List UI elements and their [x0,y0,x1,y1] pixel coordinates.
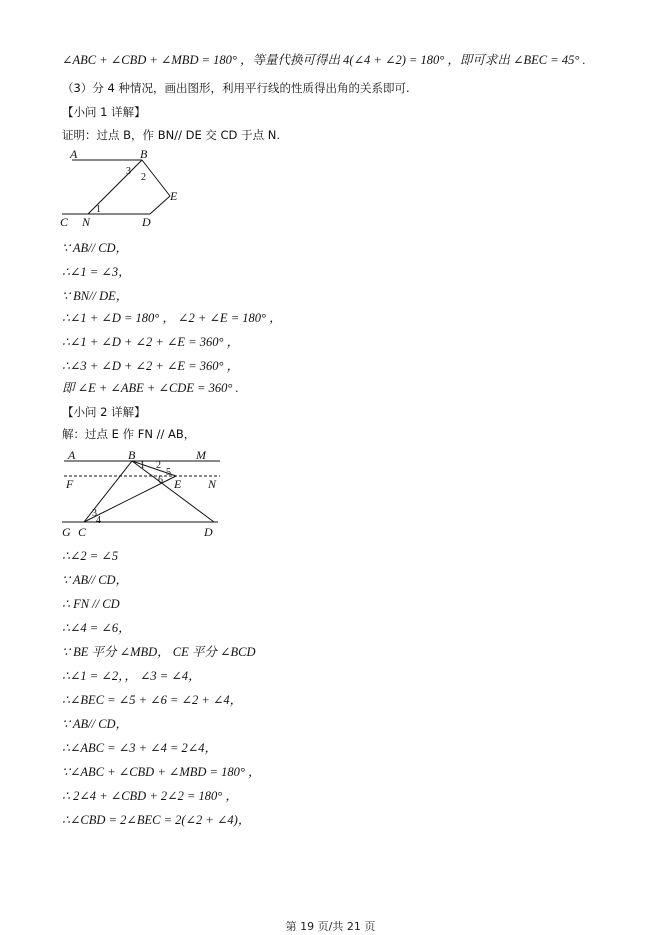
proof1-step-3: ∵ BN// DE， [62,289,129,303]
proof1-step-4: ∴∠1 + ∠D = 180° ， ∠2 + ∠E = 180° ， [62,311,282,325]
angle-1: 1 [96,204,101,215]
line-be [142,160,170,196]
angle-3: 3 [126,166,131,177]
label-N: N [208,477,217,491]
proof1-step-6: ∴∠3 + ∠D + ∠2 + ∠E = 360° ， [62,359,240,373]
solution-step-4: ∴∠4 = ∠6， [62,621,131,635]
proof1-step-2: ∴∠1 = ∠3， [62,265,131,279]
line-ed [150,196,170,214]
angle-1: 1 [140,460,145,471]
label-A: A [70,148,78,161]
label-E: E [174,477,182,491]
label-B: B [128,448,136,462]
solution-step-7: ∴∠BEC = ∠5 + ∠6 = ∠2 + ∠4， [62,693,243,707]
label-B: B [140,148,148,161]
solution-intro: 解：过点 E 作 FN // AB， [62,427,196,441]
proof1-step-5: ∴∠1 + ∠D + ∠2 + ∠E = 360° ， [62,335,240,349]
angle-4: 4 [96,515,101,526]
angle-5: 5 [166,467,171,478]
solution-step-9: ∴∠ABC = ∠3 + ∠4 = 2∠4， [62,741,218,755]
figure-2 [58,446,234,542]
solution-step-3: ∴ FN // CD [62,597,120,611]
label-D: D [204,525,213,539]
angle-2: 2 [156,460,161,471]
angle-6: 6 [158,475,163,486]
solution-step-12: ∴∠CBD = 2∠BEC = 2(∠2 + ∠4)， [62,813,251,827]
angle-3: 3 [92,508,97,519]
solution-step-11: ∴ 2∠4 + ∠CBD + 2∠2 = 180° ， [62,789,238,803]
text-line-2: （3）分 4 种情况，画出图形，利用平行线的性质得出角的关系即可. [62,81,410,95]
label-D: D [142,215,151,228]
solution-step-10: ∵∠ABC + ∠CBD + ∠MBD = 180° ， [62,765,261,779]
solution-step-2: ∵ AB// CD， [62,573,129,587]
section-heading-2: 【小问 2 详解】 [62,405,146,419]
label-M: M [196,448,206,462]
figure-1 [58,148,188,228]
text-line-1: ∠ABC + ∠CBD + ∠MBD = 180° ，等量代换可得出 4(∠4 + ∠2) = 180° ，即可求出 ∠BEC = 45° . [62,53,586,67]
label-A: A [68,448,76,462]
proof1-conclusion: 即 ∠E + ∠ABE + ∠CDE = 360° . [62,381,239,395]
solution-step-8: ∵ AB// CD， [62,717,129,731]
section-heading-1: 【小问 1 详解】 [62,105,146,119]
angle-2: 2 [141,172,146,183]
solution-step-6: ∴∠1 = ∠2，， ∠3 = ∠4， [62,669,201,683]
page-footer: 第 19 页/共 21 页 [285,920,376,933]
label-N: N [82,215,91,228]
proof-intro: 证明：过点 B，作 BN// DE 交 CD 于点 N. [62,128,280,142]
label-G: G [62,525,71,539]
proof1-step-1: ∵ AB// CD， [62,241,129,255]
label-F: F [66,477,74,491]
label-C: C [60,215,69,228]
label-E: E [170,189,178,203]
label-C: C [78,525,87,539]
solution-step-5: ∵ BE 平分 ∠MBD， CE 平分 ∠BCD [62,645,256,659]
solution-step-1: ∴∠2 = ∠5 [62,549,119,563]
